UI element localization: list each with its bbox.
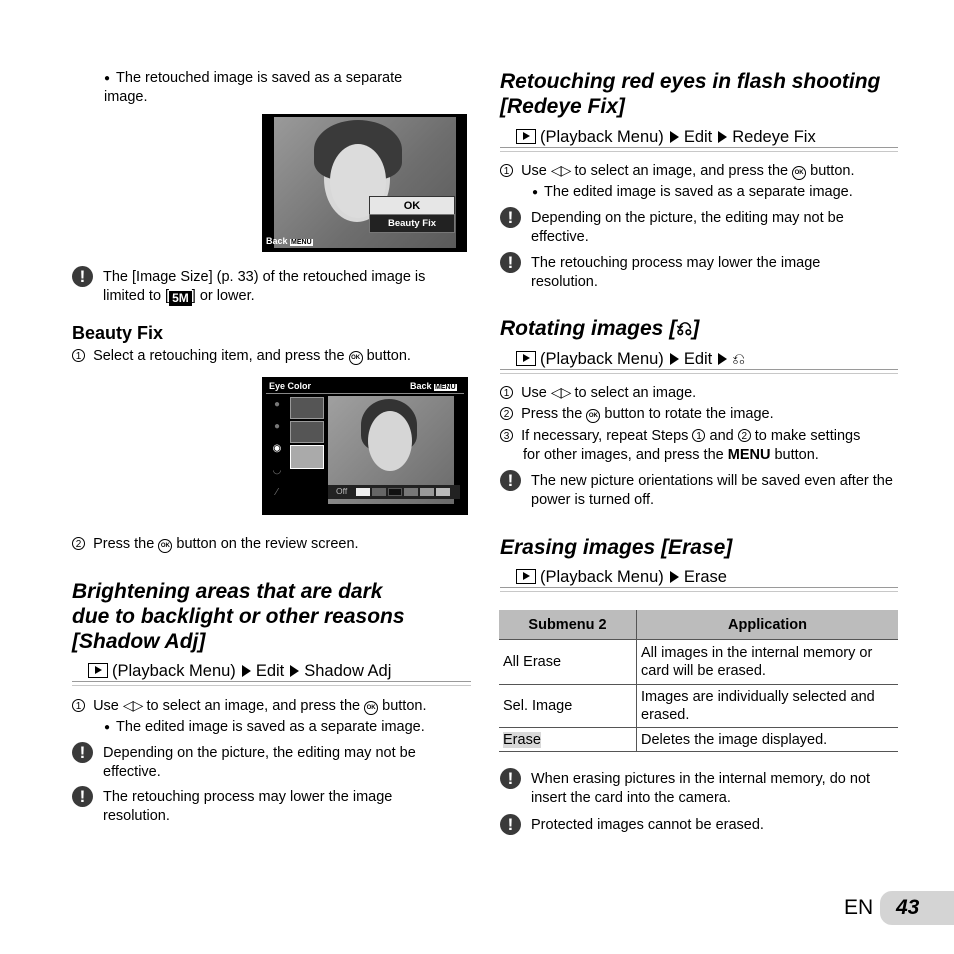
rotate-step-3: 3 If necessary, repeat Steps 1 and 2 to make settings for other images, and press the MENU button. xyxy=(500,427,900,465)
warning-icon: ! xyxy=(72,786,93,807)
table-row xyxy=(499,685,898,728)
rotate-heading: Rotating images [⎌] xyxy=(500,317,700,340)
table-cell: Erase xyxy=(499,728,637,752)
shadow-bullet: ● The edited image is saved as a separate image. xyxy=(104,718,425,737)
playback-icon xyxy=(88,663,108,678)
playback-icon xyxy=(516,569,536,584)
ok-button-icon: OK xyxy=(158,539,172,553)
warning-icon: ! xyxy=(500,470,521,491)
rotate-icon: ⎌ xyxy=(676,318,693,340)
ok-button-icon: OK xyxy=(792,166,806,180)
eye-icon: ◉ xyxy=(272,443,282,454)
warning-icon: ! xyxy=(72,742,93,763)
warning-icon: ! xyxy=(72,266,93,287)
warning-icon: ! xyxy=(500,207,521,228)
rotate-note: The new picture orientations will be saved even after the power is turned off. xyxy=(531,473,893,508)
back-label: Back MENU xyxy=(266,236,312,246)
beauty-fix-option[interactable]: Beauty Fix xyxy=(369,214,455,233)
beauty-step-2: 2 Press the OK button on the review screen. xyxy=(72,535,359,554)
image-size-note: The [Image Size] (p. 33) of the retouched image is limited to [ 5M ] or lower. xyxy=(103,269,426,305)
redeye-note-1: Depending on the picture, the editing may not be effective. xyxy=(531,210,844,245)
warning-icon: ! xyxy=(500,768,521,789)
beauty-fix-heading: Beauty Fix xyxy=(72,323,164,343)
table-row xyxy=(499,728,898,752)
shadow-adj-heading: Brightening areas that are dark due to backlight or other reasons [Shadow Adj] xyxy=(72,580,405,653)
table-cell: All images in the internal memory or card will be erased. xyxy=(637,640,899,685)
rotate-icon: ⎌ xyxy=(732,351,746,368)
shadow-adj-menu-path: (Playback Menu) Edit Shadow Adj xyxy=(88,662,391,681)
erase-submenu-table xyxy=(499,610,898,752)
erase-note-1: When erasing pictures in the internal memory, do not insert the card into the camera. xyxy=(531,771,871,806)
color-slider[interactable]: Off xyxy=(328,485,460,499)
table-cell: Sel. Image xyxy=(499,685,637,728)
table-header: Application xyxy=(637,610,899,640)
ok-button-icon: OK xyxy=(586,409,600,423)
selected-eye-option[interactable] xyxy=(290,445,324,469)
retouch-item-list: ● ● ◉ ◡ ⁄ xyxy=(267,399,287,511)
ok-button-icon: OK xyxy=(349,351,363,365)
ok-button-icon: OK xyxy=(364,701,378,715)
redeye-heading: Retouching red eyes in flash shooting [Redeye Fix] xyxy=(500,70,881,118)
erase-menu-path: (Playback Menu) Erase xyxy=(516,568,727,587)
left-right-arrow-icon: ◁▷ xyxy=(550,384,571,400)
rotate-menu-path: (Playback Menu) Edit ⎌ xyxy=(516,350,745,369)
rotate-step-1: 1 Use ◁▷ to select an image. xyxy=(500,383,696,403)
ok-option[interactable]: OK xyxy=(369,196,455,216)
warning-icon: ! xyxy=(500,814,521,835)
rotate-step-2: 2 Press the OK button to rotate the image. xyxy=(500,405,774,424)
page-number: 43 xyxy=(880,891,954,925)
playback-icon xyxy=(516,129,536,144)
redeye-note-2: The retouching process may lower the image resolution. xyxy=(531,255,821,290)
table-cell: Images are individually selected and erased. xyxy=(637,685,899,728)
warning-icon: ! xyxy=(500,252,521,273)
table-row xyxy=(499,640,898,685)
left-right-arrow-icon: ◁▷ xyxy=(550,162,571,178)
playback-icon xyxy=(516,351,536,366)
portrait-face xyxy=(368,411,412,471)
back-label: Back MENU xyxy=(410,381,456,391)
table-cell: Deletes the image displayed. xyxy=(637,728,899,752)
table-cell: All Erase xyxy=(499,640,637,685)
saved-separate-note: ● The retouched image is saved as a separate image. xyxy=(104,69,449,107)
shadow-note-1: Depending on the picture, the editing may not be effective. xyxy=(103,745,416,780)
redeye-step-1: 1 Use ◁▷ to select an image, and press the OK button. xyxy=(500,161,854,181)
left-right-arrow-icon: ◁▷ xyxy=(122,697,143,713)
image-size-5m-icon: 5M xyxy=(169,291,192,306)
shadow-step-1: 1 Use ◁▷ to select an image, and press the OK button. xyxy=(72,696,426,716)
erase-heading: Erasing images [Erase] xyxy=(500,536,733,559)
beauty-step-1: 1 Select a retouching item, and press the OK button. xyxy=(72,347,462,366)
erase-note-2: Protected images cannot be erased. xyxy=(531,817,764,833)
camera-screen-beauty-fix xyxy=(262,114,467,252)
language-label: EN xyxy=(844,896,874,919)
camera-screen-eye-color xyxy=(262,377,468,515)
eye-color-label: Eye Color xyxy=(269,381,312,391)
redeye-menu-path: (Playback Menu) Edit Redeye Fix xyxy=(516,128,816,147)
table-header-row xyxy=(499,610,898,640)
table-header: Submenu 2 xyxy=(499,610,637,640)
shadow-note-2: The retouching process may lower the image resolution. xyxy=(103,789,393,824)
redeye-bullet: ● The edited image is saved as a separate image. xyxy=(532,183,853,202)
